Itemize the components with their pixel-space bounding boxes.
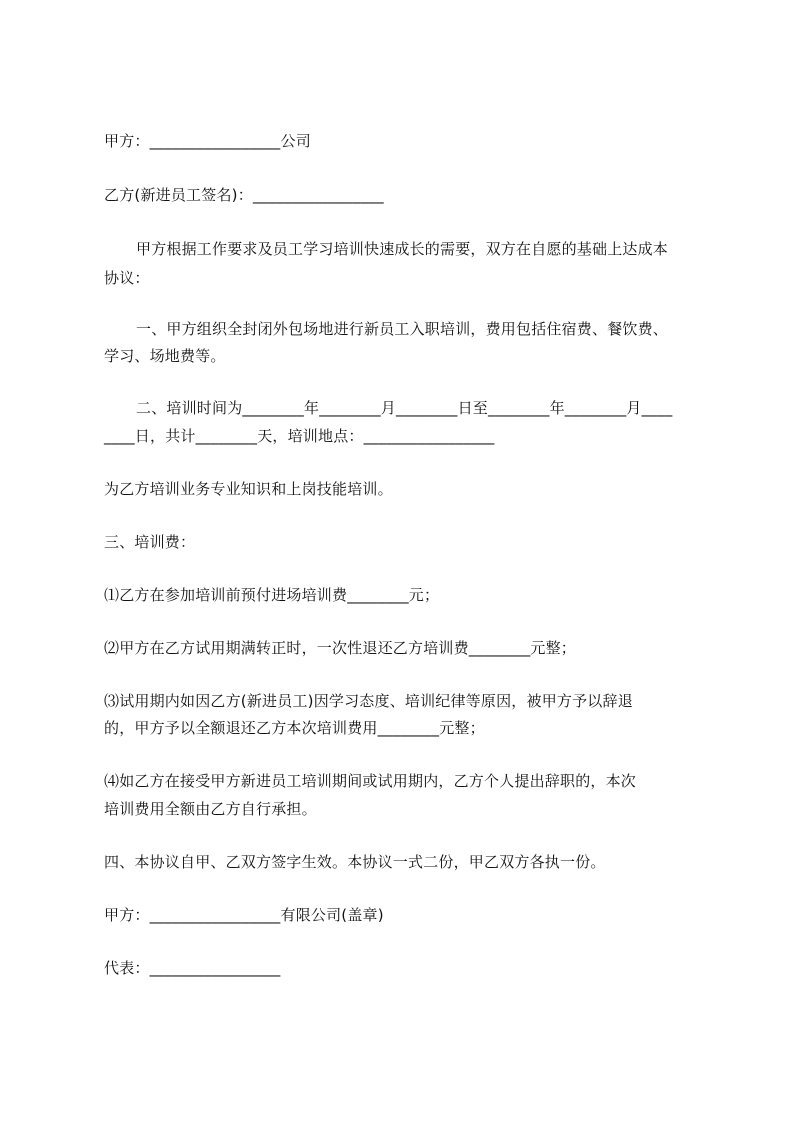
party-b-line: 乙方(新进员工签名)：_________________ xyxy=(104,186,384,204)
signature-representative: 代表：_________________ xyxy=(104,959,281,977)
clause-4: 四、本协议自甲、乙双方签字生效。本协议一式二份，甲乙双方各执一份。 xyxy=(104,853,606,871)
clause-2-line1: 二、培训时间为________年________月________日至________年________月____ xyxy=(136,399,673,417)
fee-item-4-line2: 培训费用全额由乙方自行承担。 xyxy=(104,800,317,818)
clause-3-heading: 三、培训费： xyxy=(104,533,196,551)
clause-1-line1: 一、甲方组织全封闭外包场地进行新员工入职培训，费用包括住宿费、餐饮费、 xyxy=(136,320,669,338)
fee-item-2: ⑵甲方在乙方试用期满转正时，一次性退还乙方培训费________元整； xyxy=(104,639,577,657)
clause-1-line2: 学习、场地费等。 xyxy=(104,347,226,365)
signature-party-a: 甲方：_________________有限公司(盖章) xyxy=(104,906,384,924)
clause-2-line2: ____日，共计________天，培训地点：_________________ xyxy=(104,427,495,445)
intro-paragraph-line2: 协议： xyxy=(104,269,150,287)
fee-item-3-line2: 的，甲方予以全额退还乙方本次培训费用________元整； xyxy=(104,719,485,737)
fee-item-4-line1: ⑷如乙方在接受甲方新进员工培训期间或试用期内，乙方个人提出辞职的，本次 xyxy=(104,772,637,790)
intro-paragraph-line1: 甲方根据工作要求及员工学习培训快速成长的需要，双方在自愿的基础上达成本 xyxy=(136,240,669,258)
party-a-line: 甲方：_________________公司 xyxy=(104,132,311,150)
fee-item-3-line1: ⑶试用期内如因乙方(新进员工)因学习态度、培训纪律等原因，被甲方予以辞退 xyxy=(104,692,633,710)
purpose-line: 为乙方培训业务专业知识和上岗技能培训。 xyxy=(104,480,393,498)
fee-item-1: ⑴乙方在参加培训前预付进场培训费________元； xyxy=(104,586,440,604)
